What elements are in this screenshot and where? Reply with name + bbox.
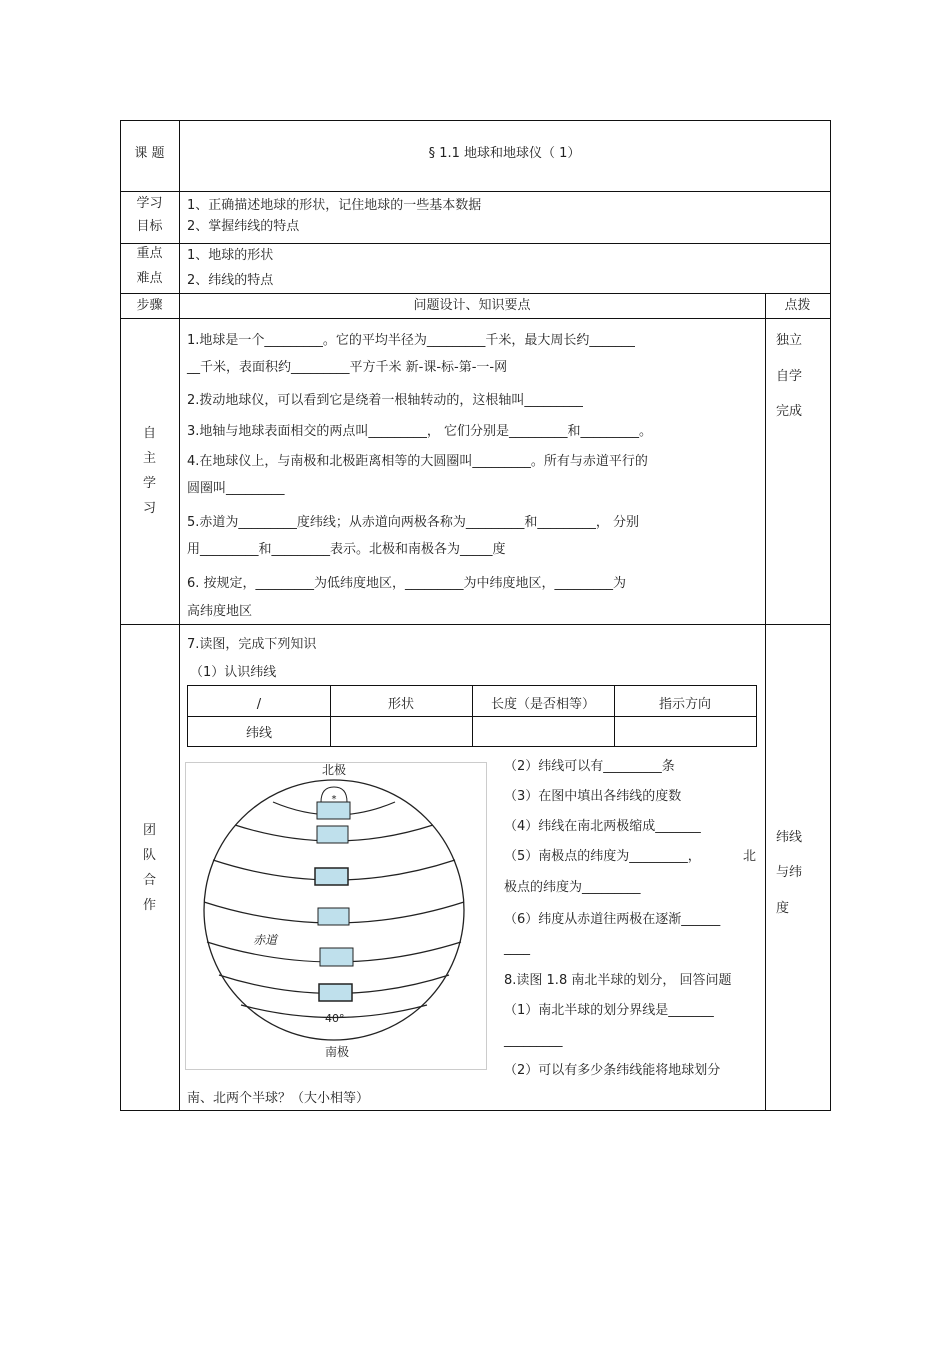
section-label: 作: [142, 898, 156, 913]
question-2: 2.拨动地球仪，可以看到它是绕着一根轴转动的，这根轴叫_________: [187, 393, 583, 408]
question-5-cont: 用_________和_________表示。北极和南极各为_____度: [187, 542, 506, 557]
table-header: /: [256, 697, 262, 712]
question-7-5: （5）南极点的纬度为_________，: [504, 849, 701, 864]
table-divider: [120, 191, 831, 192]
tip-text: 自学: [776, 369, 803, 384]
focus-label: 重点: [136, 246, 163, 261]
column-header-step: 步骤: [136, 298, 163, 313]
goal-item: 2、掌握纬线的特点: [187, 219, 300, 234]
tip-text: 度: [776, 901, 790, 916]
question-7-5-cont: 极点的纬度为_________: [504, 880, 641, 895]
question-3: 3.地轴与地球表面相交的两点叫_________， 它们分别是_________和_________。: [187, 424, 653, 439]
section-label: 队: [142, 848, 156, 863]
question-5: 5.赤道为_________度纬线；从赤道向两极各称为_________和_________， 分别: [187, 515, 640, 530]
question-7: 7.读图，完成下列知识: [187, 637, 317, 652]
question-7-5-north: 北: [743, 849, 757, 864]
section-label: 合: [142, 873, 156, 888]
question-1-cont: __千米，表面积约_________平方千米 新-课-标-第-一-网: [187, 360, 508, 375]
latitude-table: [187, 685, 757, 747]
column-header-tips: 点拨: [784, 298, 811, 313]
goals-label: 学习: [136, 196, 163, 211]
question-7-2: （2）纬线可以有_________条: [504, 759, 675, 774]
table-header: 指示方向: [658, 697, 711, 712]
section-label: 团: [142, 823, 156, 838]
table-divider: [120, 293, 831, 294]
section-label: 自: [142, 426, 156, 441]
focus-item: 2、纬线的特点: [187, 273, 274, 288]
equator-label: 赤道: [253, 933, 278, 947]
table-border-right: [830, 120, 831, 1111]
north-pole-label: 北极: [321, 763, 347, 777]
focus-item: 1、地球的形状: [187, 248, 274, 263]
table-header: 长度（是否相等）: [490, 697, 595, 712]
table-header: 形状: [387, 697, 414, 712]
tip-text: 纬线: [776, 830, 803, 845]
question-7-6-cont: ____: [504, 941, 530, 956]
table-border-bottom: [120, 1110, 831, 1111]
topic-label: 课 题: [134, 146, 165, 161]
table-cell: 纬线: [245, 726, 272, 741]
section-label: 学: [142, 476, 156, 491]
question-6-cont: 高纬度地区: [187, 604, 253, 619]
table-divider: [120, 243, 831, 244]
question-7-4: （4）纬线在南北两极缩成_______: [504, 819, 701, 834]
pole-mark: *: [331, 794, 337, 805]
goal-item: 1、正确描述地球的形状，记住地球的一些基本数据: [187, 198, 482, 213]
table-col-divider: [765, 293, 766, 1111]
column-header-content: 问题设计、知识要点: [413, 298, 531, 313]
globe-figure: [185, 762, 490, 1070]
question-6: 6. 按规定，_________为低纬度地区，_________为中纬度地区，_________为: [187, 576, 627, 591]
focus-label: 难点: [136, 271, 163, 286]
tip-text: 独立: [776, 333, 803, 348]
south-pole-label: 南极: [324, 1045, 350, 1059]
page-title: § 1.1 地球和地球仪（ 1）: [428, 146, 581, 161]
question-4: 4.在地球仪上，与南极和北极距离相等的大圆圈叫_________。所有与赤道平行的: [187, 454, 648, 469]
question-7-6: （6）纬度从赤道往两极在逐渐______: [504, 912, 721, 927]
question-8: 8.读图 1.8 南北半球的划分， 回答问题: [504, 973, 732, 988]
question-8-1: （1）南北半球的划分界线是_______: [504, 1003, 714, 1018]
question-7-1: （1）认识纬线: [190, 665, 277, 680]
question-8-2: （2）可以有多少条纬线能将地球划分: [504, 1063, 721, 1078]
tip-text: 完成: [776, 404, 803, 419]
degree-40-label: 40°: [325, 1012, 345, 1025]
section-label: 习: [142, 501, 156, 516]
table-col-divider: [179, 120, 180, 1111]
table-border-top: [120, 120, 831, 121]
table-divider: [120, 318, 831, 319]
tip-text: 与纬: [776, 865, 803, 880]
table-divider: [120, 624, 831, 625]
question-8-2-cont: 南、北两个半球？（大小相等）: [187, 1091, 370, 1106]
table-border-left: [120, 120, 121, 1111]
question-4-cont: 圆圈叫_________: [187, 481, 285, 496]
question-1: 1.地球是一个_________。它的平均半径为_________千米，最大周长约_______: [187, 333, 635, 348]
section-label: 主: [142, 451, 156, 466]
question-8-1-cont: _________: [504, 1033, 563, 1048]
question-7-3: （3）在图中填出各纬线的度数: [504, 789, 682, 804]
goals-label: 目标: [136, 219, 163, 234]
